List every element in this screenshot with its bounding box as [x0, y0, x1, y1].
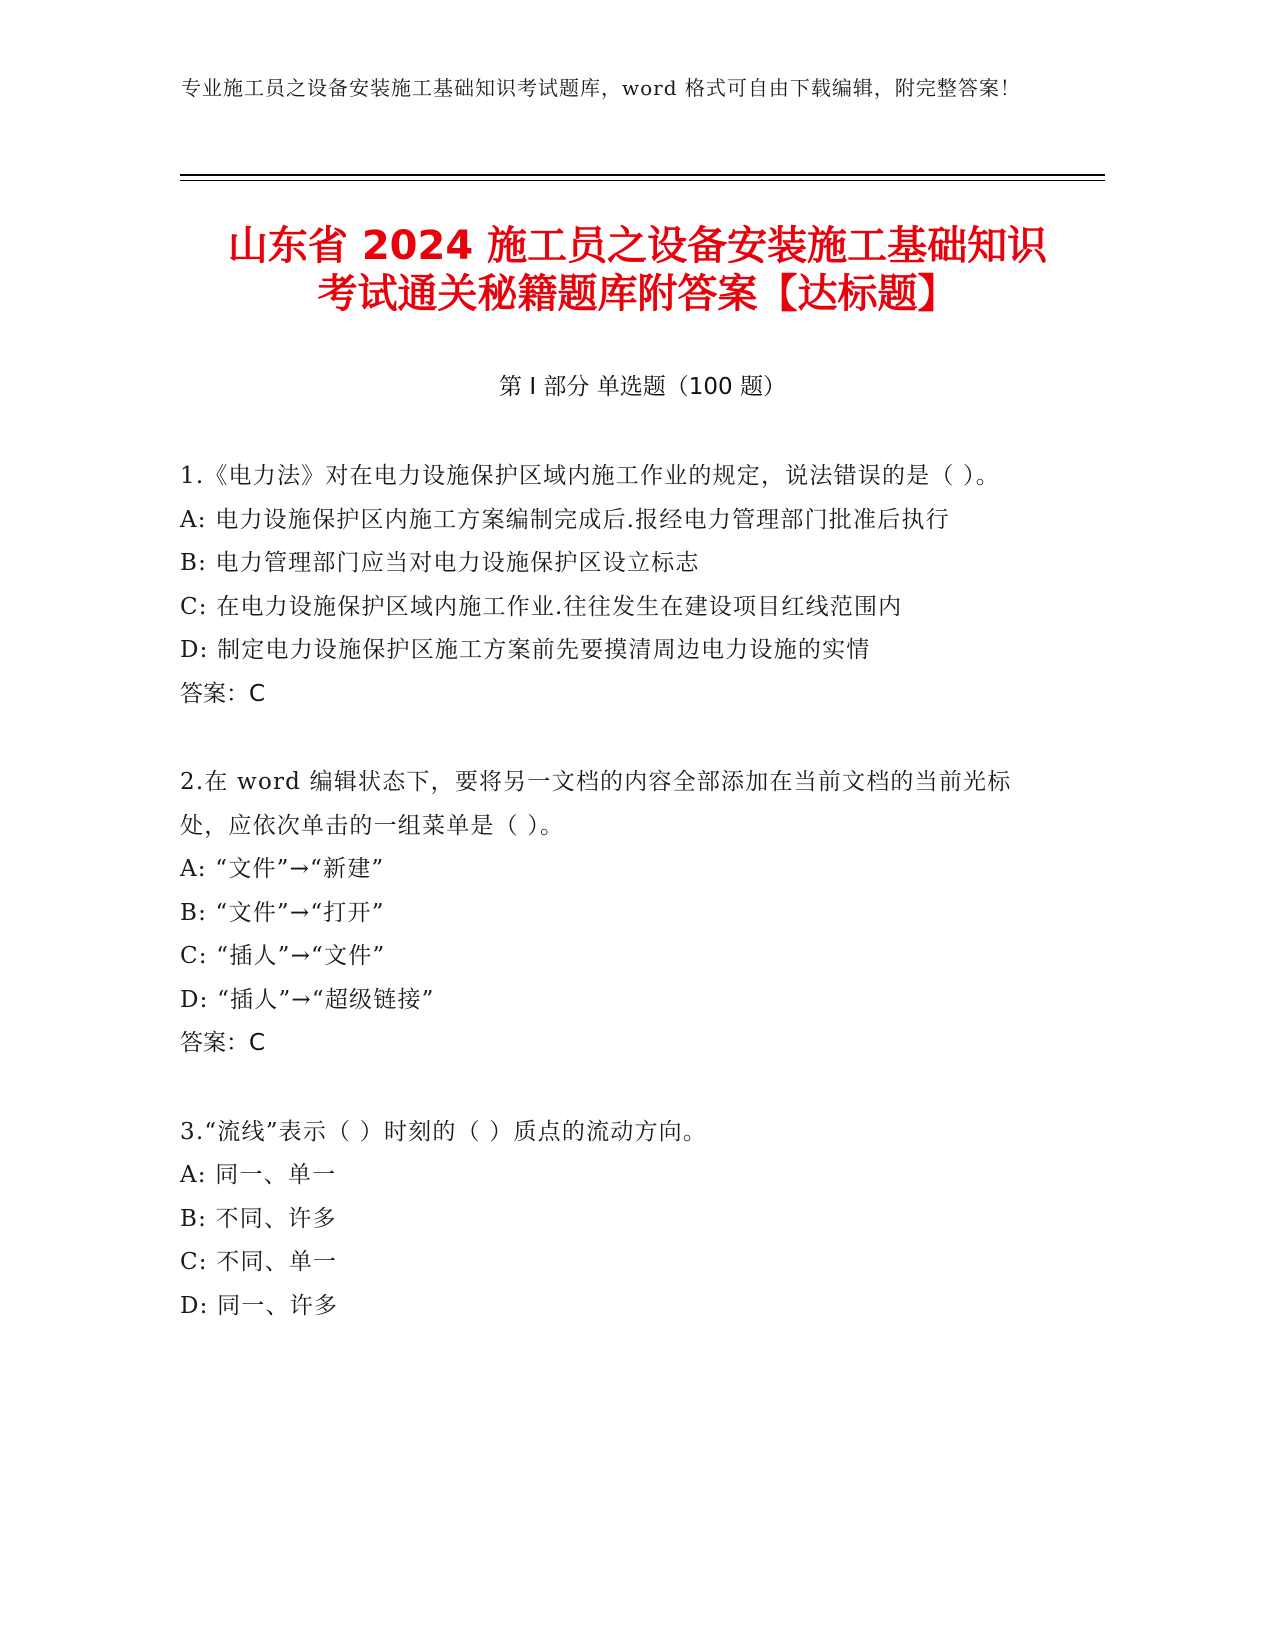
- question-2: [180, 761, 1050, 1066]
- header-divider-thick: [180, 174, 1105, 176]
- title-line-1: 山东省 2024 施工员之设备安装施工基础知识: [227, 223, 1048, 269]
- option-b: B: 电力管理部门应当对电力设施保护区设立标志: [180, 550, 700, 576]
- option-a: A: “文件”→“新建”: [180, 856, 385, 882]
- option-d: D: 同一、许多: [180, 1292, 339, 1319]
- document-title: [150, 222, 1125, 318]
- header-divider-thin: [180, 180, 1105, 181]
- question-stem: 1.《电力法》对在电力设施保护区域内施工作业的规定，说法错误的是（ ）。: [180, 463, 1000, 489]
- section-heading: 第 I 部分 单选题（100 题）: [499, 374, 786, 400]
- question-stem: 2.在 word 编辑状态下，要将另一文档的内容全部添加在当前文档的当前光标处，应依次单击的一组菜单是（ ）。: [180, 769, 1012, 839]
- question-3: [180, 1111, 1050, 1329]
- answer-line: 答案：C: [180, 1030, 266, 1056]
- option-c: C: “插人”→“文件”: [180, 943, 386, 969]
- option-a: A: 电力设施保护区内施工方案编制完成后.报经电力管理部门批准后执行: [180, 506, 950, 533]
- option-d: D: “插人”→“超级链接”: [180, 986, 435, 1013]
- title-line-2: 考试通关秘籍题库附答案【达标题】: [317, 271, 958, 317]
- option-c: C: 不同、单一: [180, 1249, 338, 1275]
- header-note: 专业施工员之设备安装施工基础知识考试题库，word 格式可自由下载编辑，附完整答案！: [181, 76, 1021, 100]
- option-b: B: “文件”→“打开”: [180, 899, 385, 926]
- option-b: B: 不同、许多: [180, 1205, 337, 1232]
- answer-line: 答案：C: [180, 680, 266, 707]
- question-list: [180, 455, 1050, 1373]
- option-a: A: 同一、单一: [180, 1162, 337, 1188]
- option-d: D: 制定电力设施保护区施工方案前先要摸清周边电力设施的实情: [180, 637, 871, 663]
- question-1: [180, 455, 1050, 716]
- question-stem: 3.“流线”表示（ ）时刻的（ ）质点的流动方向。: [180, 1118, 708, 1145]
- option-c: C: 在电力设施保护区域内施工作业.往往发生在建设项目红线范围内: [180, 593, 903, 620]
